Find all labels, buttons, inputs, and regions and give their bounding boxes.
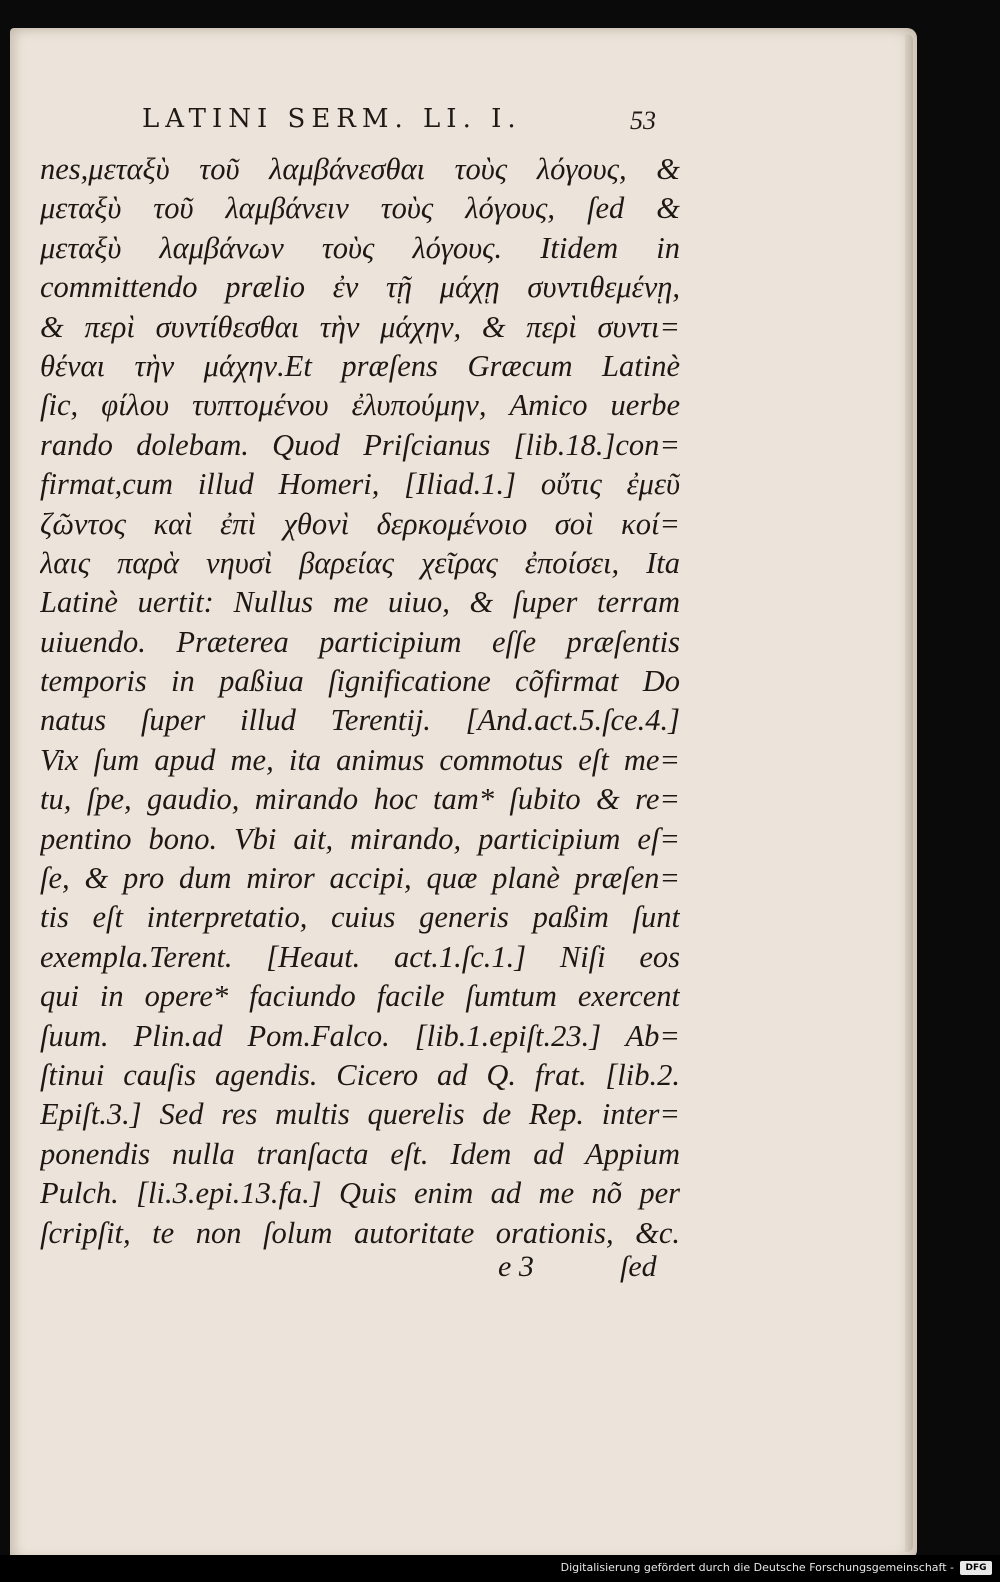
page-number: 53 xyxy=(630,106,656,135)
signature-mark: e 3 xyxy=(498,1250,534,1283)
text-line: exempla.Terent. [Heaut. act.1.ſc.1.] Niſi eos xyxy=(40,939,680,974)
text-line: ſtinui cauſis agendis. Cicero ad Q. frat. [lib.2. xyxy=(40,1057,680,1092)
attribution-text: Digitalisierung gefördert durch die Deutsche Forschungsgemeinschaft - xyxy=(560,1561,954,1574)
text-line: temporis in paßiua ſignificatione cõfirmat Do xyxy=(40,664,680,699)
text-line: uiuendo. Præterea participium eſſe præſentis xyxy=(40,624,680,659)
text-line: θέναι τὴν μάχην.Et præſens Græcum Latinè xyxy=(40,348,680,383)
running-head xyxy=(0,104,1000,144)
text-line: Pulch. [li.3.epi.13.fa.] Quis enim ad me nõ per xyxy=(40,1176,680,1211)
text-line: ſcripſit, te non ſolum autoritate orationis, &c. xyxy=(40,1215,680,1250)
text-line: committendo prælio ἐν τῇ μάχῃ συντιθεμένῃ, xyxy=(40,270,680,305)
text-line: ſic, φίλου τυπτομένου ἐλυπούμην, Amico uerbe xyxy=(40,388,680,423)
text-line: λαις παρὰ νηυσὶ βαρείας χεῖρας ἐποίσει, Ita xyxy=(40,545,680,580)
text-line: ſuum. Plin.ad Pom.Falco. [lib.1.epiſt.23.] Ab= xyxy=(40,1018,680,1053)
text-line: nes,μεταξὺ τοῦ λαμβάνεσθαι τοὺς λόγους, & xyxy=(40,152,680,186)
text-line: μεταξὺ λαμβάνων τοὺς λόγους. Itidem in xyxy=(40,230,680,265)
attribution-bar xyxy=(0,1555,1000,1582)
text-line: & περὶ συντίθεσθαι τὴν μάχην, & περὶ συντι= xyxy=(40,309,680,344)
page-footer xyxy=(40,1250,680,1290)
text-line: firmat,cum illud Homeri, [Iliad.1.] οὔτις ἐμεῦ xyxy=(40,467,680,502)
text-line: tu, ſpe, gaudio, mirando hoc tam* ſubito & re= xyxy=(40,782,680,817)
text-line: μεταξὺ τοῦ λαμβάνειν τοὺς λόγους, ſed & xyxy=(40,191,680,226)
catchword: ſed xyxy=(620,1250,657,1283)
text-line: pentino bono. Vbi ait, mirando, participium eſ= xyxy=(40,821,680,856)
text-line: Vix ſum apud me, ita animus commotus eſt me= xyxy=(40,742,680,777)
text-line: Latinè uertit: Nullus me uiuo, & ſuper terram xyxy=(40,585,680,620)
text-line: rando dolebam. Quod Priſcianus [lib.18.]con= xyxy=(40,427,680,462)
text-line: tis eſt interpretatio, cuius generis paßim ſunt xyxy=(40,900,680,935)
text-line: ponendis nulla tranſacta eſt. Idem ad Appium xyxy=(40,1136,680,1171)
text-line: natus ſuper illud Terentij. [And.act.5.ſce.4.] xyxy=(40,703,680,738)
text-line: Epiſt.3.] Sed res multis querelis de Rep. inter= xyxy=(40,1097,680,1132)
body-text xyxy=(40,150,680,1253)
page-edge xyxy=(905,34,913,1552)
dfg-logo: DFG xyxy=(960,1561,992,1575)
running-title: LATINI SERM. LI. I. xyxy=(142,104,522,134)
text-line: ſe, & pro dum miror accipi, quæ planè præſen= xyxy=(40,861,680,896)
text-line: ζῶντος καὶ ἐπὶ χθονὶ δερκομένοιο σοὶ κοί= xyxy=(40,506,680,541)
text-line: qui in opere* faciundo facile ſumtum exercent xyxy=(40,979,680,1014)
